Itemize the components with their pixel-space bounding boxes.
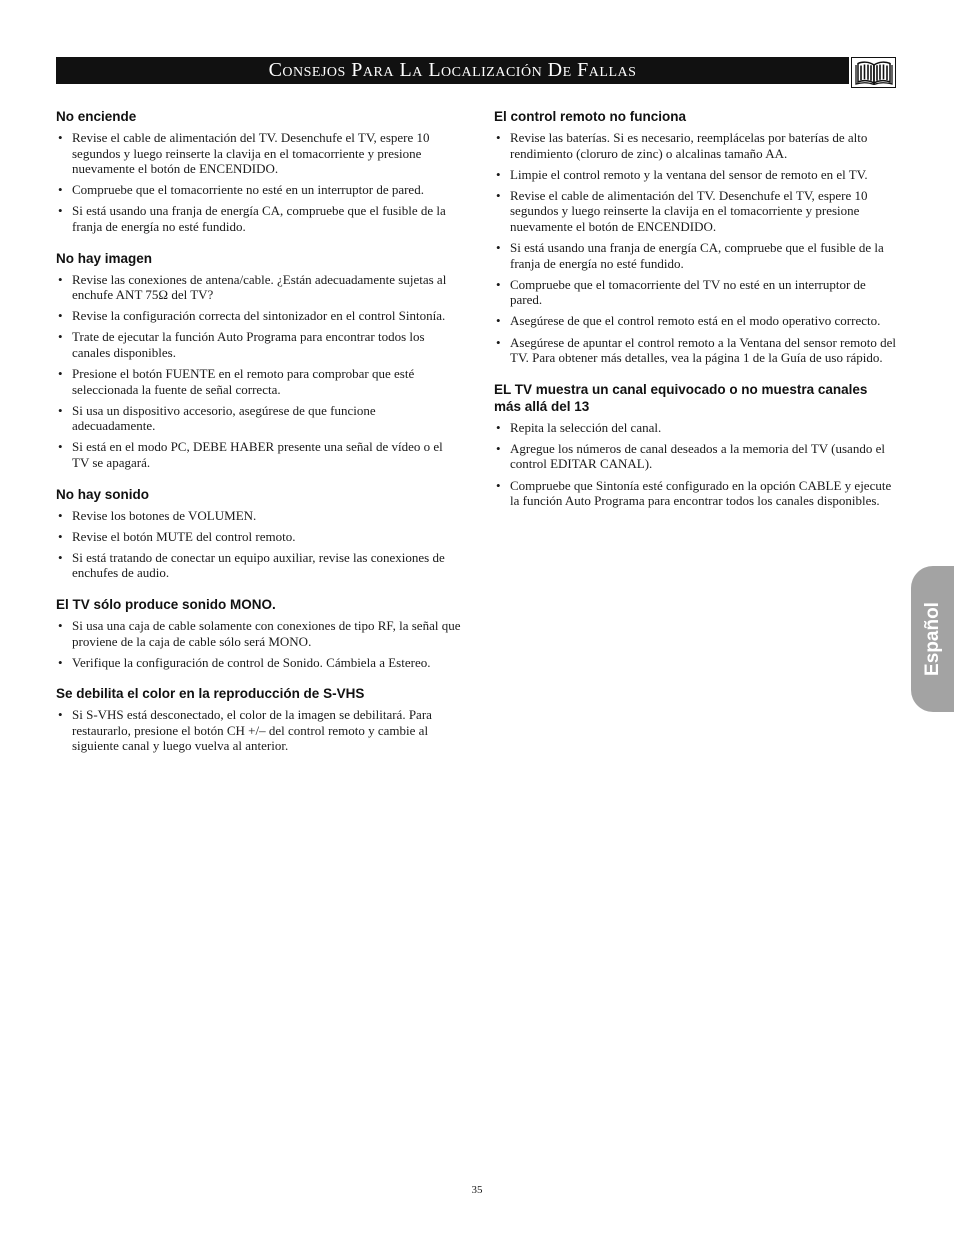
list-item bbox=[56, 529, 462, 545]
list-item-text: Verifique la configuración de control de Sonido. Cámbiela a Estereo. bbox=[72, 654, 431, 670]
troubleshooting-section bbox=[56, 108, 462, 235]
bullet-icon: • bbox=[496, 477, 501, 493]
list-item-text: Revise la configuración correcta del sintonizador en el control Sintonía. bbox=[72, 308, 446, 324]
section-heading: El TV sólo produce sonido MONO. bbox=[56, 596, 276, 612]
bullet-icon: • bbox=[58, 329, 63, 345]
list-item-text: Si está en el modo PC, DEBE HABER presente una señal de vídeo o el TV se apagará. bbox=[72, 439, 443, 470]
list-item bbox=[494, 313, 898, 329]
section-heading: No hay sonido bbox=[56, 486, 150, 502]
list-item-text: Trate de ejecutar la función Auto Programa para encontrar todos los canales disponibles. bbox=[72, 329, 425, 360]
bullet-list bbox=[494, 420, 898, 509]
bullet-list bbox=[56, 618, 462, 670]
bullet-list bbox=[56, 130, 462, 235]
language-tab bbox=[911, 566, 954, 712]
list-item-text: Revise las baterías. Si es necesario, reemplácelas por baterías de alto rendimiento (cloruro de zinc) o alcalinas tamaño AA. bbox=[510, 130, 868, 161]
bullet-icon: • bbox=[58, 507, 63, 523]
open-book-icon-graphic bbox=[855, 60, 893, 85]
list-item bbox=[56, 130, 462, 177]
troubleshooting-section bbox=[56, 486, 462, 581]
list-item bbox=[494, 130, 898, 161]
bullet-icon: • bbox=[58, 130, 63, 145]
list-item bbox=[56, 439, 462, 470]
section-heading: El control remoto no funciona bbox=[494, 109, 686, 124]
troubleshooting-section bbox=[494, 108, 898, 366]
bullet-icon: • bbox=[496, 313, 501, 329]
list-item-text: Revise el botón MUTE del control remoto. bbox=[72, 528, 296, 544]
list-item bbox=[494, 240, 898, 271]
bullet-icon: • bbox=[496, 276, 501, 292]
section-heading: No enciende bbox=[56, 109, 137, 124]
list-item-text: Asegúrese de apuntar el control remoto a la Ventana del sensor remoto del TV. Para obtener más detalles, vea la página 1 de la Guía de uso rápido. bbox=[510, 334, 897, 366]
troubleshooting-section bbox=[56, 685, 462, 754]
list-item-text: Si S-VHS está desconectado, el color de la imagen se debilitará. Para restaurarlo, presione el botón CH +/– del control remoto y cambie al siguiente canal y luego vuelva al anterior. bbox=[72, 707, 432, 754]
bullet-icon: • bbox=[496, 166, 501, 182]
list-item bbox=[56, 508, 462, 524]
list-item bbox=[56, 308, 462, 324]
bullet-icon: • bbox=[58, 707, 63, 723]
right-column bbox=[494, 108, 898, 524]
section-heading: Se debilita el color en la reproducción de S-VHS bbox=[56, 686, 365, 702]
list-item-text: Si usa una caja de cable solamente con conexiones de tipo RF, la señal que proviene de la caja de cable sólo será MONO. bbox=[72, 617, 461, 649]
page-title-text: Consejos Para La Localización De Fallas bbox=[268, 59, 637, 81]
list-item bbox=[56, 403, 462, 434]
bullet-icon: • bbox=[58, 271, 63, 287]
bullet-icon: • bbox=[496, 240, 501, 256]
list-item-text: Revise los botones de VOLUMEN. bbox=[72, 507, 257, 523]
troubleshooting-section bbox=[56, 250, 462, 471]
bullet-icon: • bbox=[496, 419, 501, 435]
list-item-text: Revise las conexiones de antena/cable. ¿Están adecuadamente sujetas al enchufe ANT 75Ω del TV? bbox=[72, 271, 447, 303]
bullet-icon: • bbox=[496, 187, 501, 203]
list-item-text: Si usa un dispositivo accesorio, asegúrese de que funcione adecuadamente. bbox=[72, 402, 376, 434]
list-item bbox=[494, 335, 898, 366]
bullet-icon: • bbox=[58, 203, 63, 219]
list-item bbox=[56, 203, 462, 234]
list-item bbox=[494, 441, 898, 472]
bullet-list bbox=[494, 130, 898, 366]
list-item bbox=[494, 420, 898, 436]
list-item bbox=[56, 182, 462, 198]
bullet-list bbox=[56, 508, 462, 581]
list-item bbox=[494, 167, 898, 183]
section-heading: EL TV muestra un canal equivocado o no muestra canales más allá del 13 bbox=[494, 381, 868, 414]
page-number: 35 bbox=[471, 1184, 483, 1196]
list-item-text: Si está tratando de conectar un equipo auxiliar, revise las conexiones de enchufes de audio. bbox=[72, 549, 445, 581]
page-title bbox=[56, 57, 849, 84]
list-item-text: Repita la selección del canal. bbox=[510, 419, 662, 435]
troubleshooting-section bbox=[494, 381, 898, 509]
list-item bbox=[56, 618, 462, 649]
open-book-icon bbox=[851, 57, 896, 88]
language-tab-label: Español bbox=[921, 602, 943, 676]
bullet-icon: • bbox=[58, 182, 63, 198]
bullet-icon: • bbox=[496, 334, 501, 350]
list-item-text: Revise el cable de alimentación del TV. Desenchufe el TV, espere 10 segundos y luego reinserte la clavija en el tomacorriente y presione nuevamente el botón de ENCENDIDO. bbox=[510, 187, 868, 234]
bullet-icon: • bbox=[58, 402, 63, 418]
list-item bbox=[56, 707, 462, 754]
bullet-icon: • bbox=[58, 308, 63, 324]
list-item bbox=[56, 550, 462, 581]
bullet-icon: • bbox=[58, 617, 63, 633]
bullet-icon: • bbox=[496, 130, 501, 145]
list-item-text: Revise el cable de alimentación del TV. Desenchufe el TV, espere 10 segundos y luego reinserte la clavija en el tomacorriente y presione nuevamente el botón de ENCENDIDO. bbox=[72, 130, 430, 177]
left-column bbox=[56, 108, 462, 769]
bullet-icon: • bbox=[58, 439, 63, 455]
bullet-icon: • bbox=[58, 366, 63, 382]
list-item bbox=[494, 277, 898, 308]
list-item-text: Asegúrese de que el control remoto está en el modo operativo correcto. bbox=[510, 313, 881, 329]
list-item-text: Limpie el control remoto y la ventana del sensor de remoto en el TV. bbox=[510, 166, 868, 182]
list-item bbox=[56, 655, 462, 671]
list-item bbox=[494, 478, 898, 509]
list-item bbox=[56, 329, 462, 360]
list-item-text: Compruebe que el tomacorriente del TV no esté en un interruptor de pared. bbox=[510, 276, 866, 308]
list-item-text: Si está usando una franja de energía CA, compruebe que el fusible de la franja de energía no esté fundido. bbox=[72, 203, 446, 234]
bullet-icon: • bbox=[58, 528, 63, 544]
list-item bbox=[56, 272, 462, 303]
bullet-icon: • bbox=[58, 654, 63, 670]
list-item-text: Compruebe que Sintonía esté configurado en la opción CABLE y ejecute la función Auto Programa para encontrar todos los canales disponibles. bbox=[510, 477, 892, 509]
bullet-icon: • bbox=[496, 440, 501, 456]
list-item bbox=[56, 366, 462, 397]
bullet-list bbox=[56, 707, 462, 754]
list-item bbox=[494, 188, 898, 235]
troubleshooting-section bbox=[56, 596, 462, 670]
bullet-list bbox=[56, 272, 462, 471]
list-item-text: Compruebe que el tomacorriente no esté en un interruptor de pared. bbox=[72, 182, 424, 198]
list-item-text: Agregue los números de canal deseados a la memoria del TV (usando el control EDITAR CANAL). bbox=[510, 440, 885, 472]
list-item-text: Si está usando una franja de energía CA, compruebe que el fusible de la franja de energía no esté fundido. bbox=[510, 240, 884, 271]
bullet-icon: • bbox=[58, 549, 63, 565]
list-item-text: Presione el botón FUENTE en el remoto para comprobar que esté seleccionada la fuente de señal correcta. bbox=[72, 366, 415, 397]
section-heading: No hay imagen bbox=[56, 250, 153, 266]
